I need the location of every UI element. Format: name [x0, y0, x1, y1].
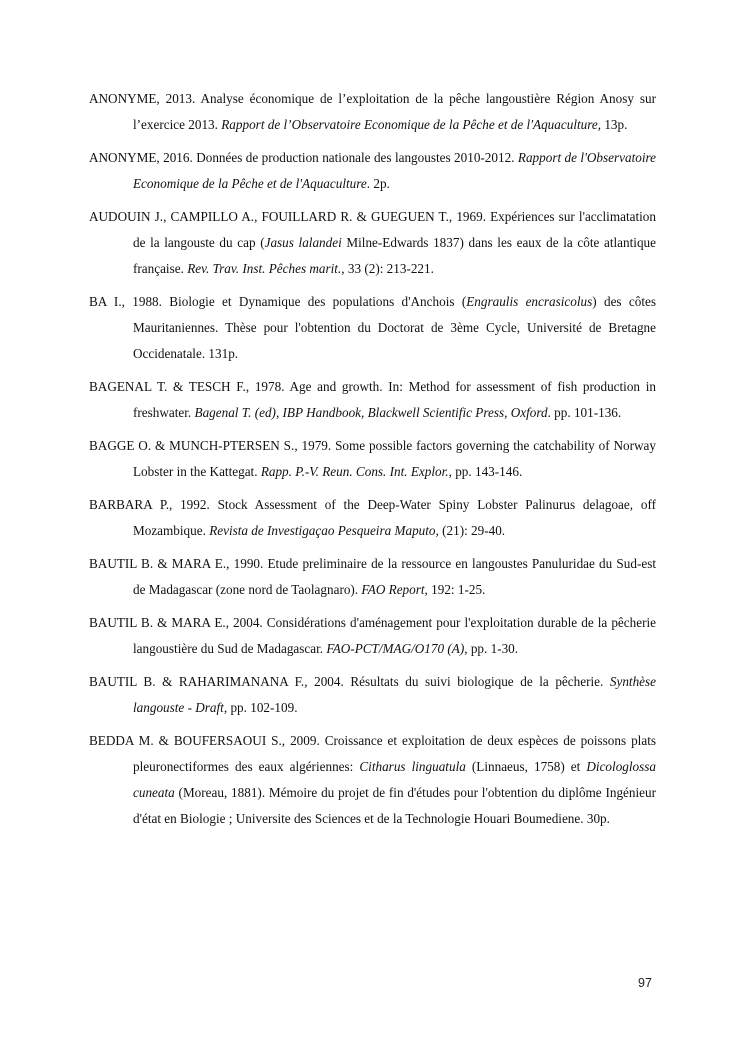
- reference-species: Citharus linguatula: [359, 759, 466, 774]
- reference-authors: BAUTIL B. & MARA E., 2004.: [89, 615, 263, 630]
- reference-source: Bagenal T. (ed), IBP Handbook, Blackwell Scientific Press, Oxford: [194, 405, 548, 420]
- reference-journal: Rev. Trav. Inst. Pêches marit.: [187, 261, 342, 276]
- reference-details: ) des côtes Mauritaniennes. Thèse pour l'obtention du Doctorat de 3ème Cycle, Université de Bretagne Occidenatale. 131p.: [133, 294, 656, 361]
- reference-authors: ANONYME, 2013.: [89, 91, 196, 106]
- reference-species: Dicologlossa cuneata: [133, 759, 656, 800]
- reference-authors: BEDDA M. & BOUFERSAOUI S., 2009.: [89, 733, 320, 748]
- reference-title: Biologie et Dynamique des populations d'Anchois (: [161, 294, 467, 309]
- reference-list: [89, 86, 656, 839]
- reference-authors: BA I., 1988.: [89, 294, 162, 309]
- reference-title: Etude preliminaire de la ressource en langoustes Panuluridae du Sud-est de Madagascar (zone nord de Taolagnaro).: [133, 556, 656, 597]
- reference-authors: AUDOUIN J., CAMPILLO A., FOUILLARD R. & GUEGUEN T., 1969.: [89, 209, 487, 224]
- reference-entry: [89, 551, 656, 603]
- reference-entry: [89, 492, 656, 544]
- reference-source: FAO Report,: [361, 582, 428, 597]
- reference-details: . 2p.: [366, 176, 390, 191]
- reference-entry: [89, 669, 656, 721]
- reference-title: Age and growth. In: Method for assessment of fish production in freshwater.: [133, 379, 656, 420]
- reference-source: FAO-PCT/MAG/O170 (A): [326, 641, 465, 656]
- reference-details: . pp. 101-136.: [547, 405, 622, 420]
- reference-entry: [89, 728, 656, 832]
- reference-details: (Moreau, 1881). Mémoire du projet de fin d'études pour l'obtention du diplôme Ingénieur d'état en Biologie ; Universite des Sciences et de la Technologie Houari Boumediene. 30p.: [133, 785, 656, 826]
- reference-title: Analyse économique de l’exploitation de la pêche langoustière Région Anosy sur l’exercice 2013.: [133, 91, 656, 132]
- reference-entry: [89, 610, 656, 662]
- reference-source: Synthèse langouste - Draft: [133, 674, 657, 715]
- reference-source: Rapport de l'Observatoire Economique de la Pêche et de l'Aquaculture: [133, 150, 657, 191]
- reference-details: Milne-Edwards 1837) dans les eaux de la côte atlantique française.: [133, 235, 656, 276]
- reference-entry: [89, 145, 656, 197]
- reference-title: Expériences sur l'acclimatation de la langouste du cap (: [133, 209, 656, 250]
- reference-entry: [89, 204, 656, 282]
- reference-details: , 13p.: [597, 117, 628, 132]
- reference-details: (Linnaeus, 1758) et: [465, 759, 587, 774]
- reference-authors: BAGENAL T. & TESCH F., 1978.: [89, 379, 285, 394]
- reference-title: Résultats du suivi biologique de la pêcherie.: [343, 674, 610, 689]
- reference-authors: BAUTIL B. & RAHARIMANANA F., 2004.: [89, 674, 344, 689]
- reference-source: Revista de Investigaçao Pesqueira Maputo,: [209, 523, 439, 538]
- reference-authors: BAUTIL B. & MARA E., 1990.: [89, 556, 264, 571]
- reference-details: , pp. 102-109.: [223, 700, 298, 715]
- reference-authors: BARBARA P., 1992.: [89, 497, 210, 512]
- page-number: 97: [638, 976, 652, 990]
- reference-entry: [89, 289, 656, 367]
- reference-entry: [89, 86, 656, 138]
- reference-entry: [89, 433, 656, 485]
- reference-details: , pp. 143-146.: [448, 464, 523, 479]
- reference-species: Jasus lalandei: [264, 235, 342, 250]
- reference-title: Considérations d'aménagement pour l'exploitation durable de la pêcherie langoustière du Sud de Madagascar.: [133, 615, 656, 656]
- reference-details: , pp. 1-30.: [464, 641, 519, 656]
- reference-source: Rapport de l’Observatoire Economique de la Pêche et de l'Aquaculture: [221, 117, 598, 132]
- reference-details: (21): 29-40.: [438, 523, 506, 538]
- reference-species: Engraulis encrasicolus: [466, 294, 593, 309]
- reference-title: Données de production nationale des langoustes 2010-2012.: [192, 150, 518, 165]
- reference-title: Stock Assessment of the Deep-Water Spiny Lobster Palinurus delagoae, off Mozambique.: [133, 497, 656, 538]
- reference-title: Some possible factors governing the catchability of Norway Lobster in the Kattegat.: [133, 438, 656, 479]
- reference-source: Rapp. P.-V. Reun. Cons. Int. Explor.: [260, 464, 449, 479]
- reference-authors: BAGGE O. & MUNCH-PTERSEN S., 1979.: [89, 438, 332, 453]
- reference-title: Croissance et exploitation de deux espèces de poissons plats pleuronectiformes des eaux algériennes:: [133, 733, 656, 774]
- reference-pages: , 33 (2): 213-221.: [341, 261, 434, 276]
- reference-authors: ANONYME, 2016.: [89, 150, 193, 165]
- reference-details: 192: 1-25.: [427, 582, 486, 597]
- reference-entry: [89, 374, 656, 426]
